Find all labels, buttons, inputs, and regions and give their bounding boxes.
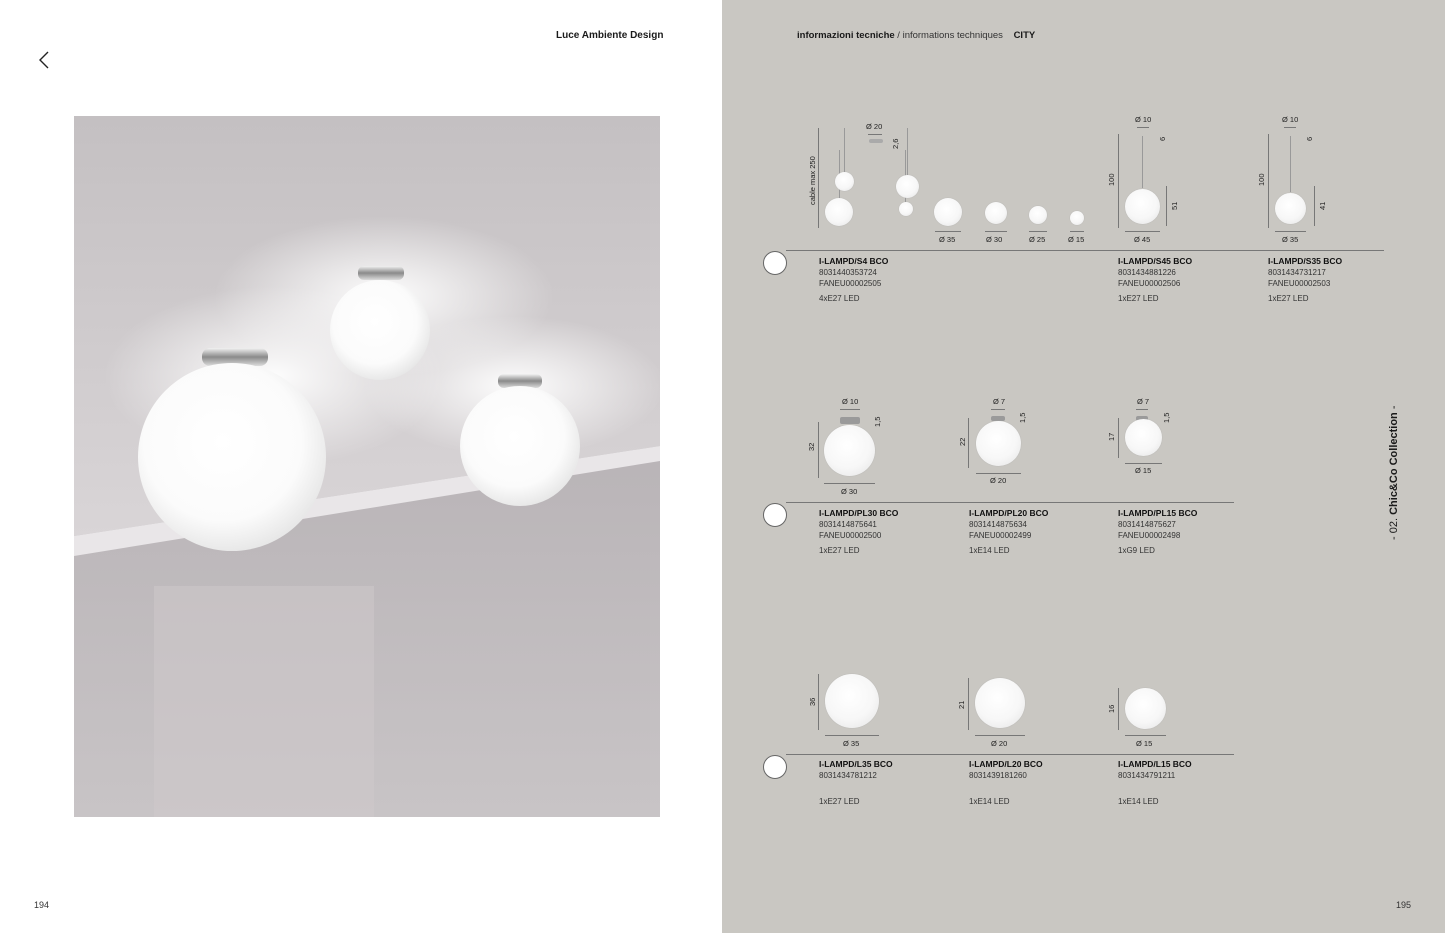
dimension-line	[1118, 418, 1119, 458]
product-code: I-LAMPD/S35 BCO	[1268, 256, 1343, 266]
dim-label: Ø 30	[986, 235, 1003, 244]
dimension-line	[818, 422, 819, 478]
globe	[1125, 419, 1162, 456]
product-ean: 8031434791211	[1118, 771, 1176, 780]
globe	[985, 202, 1007, 224]
product-lamp: 1xE14 LED	[969, 797, 1010, 806]
product-fan-code: FANEU00002505	[819, 279, 882, 288]
globe	[825, 198, 853, 226]
section-divider	[786, 502, 1234, 503]
header-separator: /	[897, 30, 900, 41]
dim-label: 22	[958, 437, 967, 446]
globe	[896, 175, 919, 198]
dimension-line	[1029, 231, 1047, 232]
product-photo	[74, 116, 660, 817]
dimension-line	[1125, 231, 1160, 232]
product-lamp: 1xE27 LED	[1268, 294, 1309, 303]
section-divider	[786, 754, 1234, 755]
dimension-line	[1314, 186, 1315, 226]
dimension-line	[1275, 231, 1306, 232]
dimension-line	[975, 735, 1025, 736]
product-ean: 8031439181260	[969, 771, 1027, 780]
dimension-line	[1118, 688, 1119, 730]
dimension-line	[840, 409, 860, 410]
chevron-left-icon[interactable]	[36, 50, 54, 70]
product-ean: 8031414875634	[969, 520, 1027, 529]
product-fan-code: FANEU00002503	[1268, 279, 1331, 288]
dim-label: 6	[1158, 136, 1167, 141]
dimension-line	[1125, 735, 1166, 736]
product-lamp: 1xE14 LED	[969, 546, 1010, 555]
dim-label: Ø 10	[1282, 115, 1299, 124]
globe	[1029, 206, 1047, 224]
product-code: I-LAMPD/S45 BCO	[1118, 256, 1193, 266]
cable	[907, 128, 908, 176]
dim-label: Ø 20	[991, 739, 1008, 748]
dim-label: 6	[1305, 136, 1314, 141]
collection-name: CITY	[1013, 30, 1036, 41]
dimension-line	[824, 483, 875, 484]
header-title-it: informazioni tecniche	[797, 30, 895, 41]
dim-label: Ø 30	[841, 487, 858, 496]
product-ean: 8031434731217	[1268, 268, 1326, 277]
product-code: I-LAMPD/S4 BCO	[819, 256, 889, 266]
globe	[1125, 688, 1166, 729]
dim-label: 1,5	[1162, 412, 1171, 423]
dimension-line	[868, 134, 882, 135]
side-number: 02.	[1388, 517, 1400, 534]
cable	[844, 128, 845, 174]
side-dash: -	[1388, 405, 1400, 410]
white-color-swatch[interactable]	[763, 503, 787, 527]
dimension-line	[1118, 134, 1119, 228]
dim-label: 100	[1257, 173, 1266, 186]
side-collection-name: Chic&Co Collection	[1388, 412, 1400, 515]
section-divider	[786, 250, 1384, 251]
product-ean: 8031414875627	[1118, 520, 1176, 529]
dim-label: 36	[808, 697, 817, 706]
globe	[835, 172, 854, 191]
dim-label: 17	[1107, 432, 1116, 441]
product-lamp: 1xE27 LED	[819, 797, 860, 806]
dimension-line	[825, 735, 879, 736]
dim-label: Ø 20	[866, 122, 883, 131]
dim-label: 100	[1107, 173, 1116, 186]
ceiling-rose	[869, 139, 883, 143]
dimension-line	[1166, 186, 1167, 226]
product-ean: 8031434781212	[819, 771, 877, 780]
dimension-line	[968, 678, 969, 730]
dim-label: Ø 15	[1135, 466, 1152, 475]
dim-label: 1,5	[873, 416, 882, 427]
ceiling-plate	[840, 417, 860, 424]
dimension-line	[935, 231, 961, 232]
left-page	[0, 0, 722, 933]
globe	[1125, 189, 1160, 224]
dim-label: Ø 35	[843, 739, 860, 748]
cable	[1142, 136, 1143, 188]
globe	[899, 202, 913, 216]
product-code: I-LAMPD/PL15 BCO	[1118, 508, 1198, 518]
product-code: I-LAMPD/L20 BCO	[969, 759, 1043, 769]
globe	[825, 674, 879, 728]
dimension-line	[991, 409, 1005, 410]
product-fan-code: FANEU00002506	[1118, 279, 1181, 288]
dim-label: Ø 15	[1068, 235, 1085, 244]
dim-label: 51	[1170, 201, 1179, 210]
dim-label: Ø 10	[1135, 115, 1152, 124]
header-title-fr: informations techniques	[902, 30, 1003, 41]
globe	[934, 198, 962, 226]
product-code: I-LAMPD/PL20 BCO	[969, 508, 1049, 518]
dimension-line	[1268, 134, 1269, 228]
product-ean: 8031414875641	[819, 520, 877, 529]
globe	[1275, 193, 1306, 224]
dim-label: 2,6	[891, 138, 900, 149]
product-lamp: 1xG9 LED	[1118, 546, 1155, 555]
dim-label: 21	[957, 700, 966, 709]
page-number-left: 194	[34, 900, 50, 910]
dimension-line	[1070, 231, 1084, 232]
dim-label: Ø 15	[1136, 739, 1153, 748]
brand-name: Luce Ambiente Design	[556, 30, 664, 41]
product-lamp: 1xE27 LED	[1118, 294, 1159, 303]
dimension-line	[968, 418, 969, 468]
dimension-line	[1284, 127, 1296, 128]
white-color-swatch[interactable]	[763, 755, 787, 779]
product-lamp: 1xE27 LED	[819, 546, 860, 555]
dimension-line	[985, 231, 1007, 232]
side-dash: -	[1388, 536, 1400, 540]
dim-label: Ø 35	[1282, 235, 1299, 244]
globe	[976, 421, 1021, 466]
globe	[824, 425, 875, 476]
globe	[1070, 211, 1084, 225]
dim-label: Ø 20	[990, 476, 1007, 485]
dimension-line	[818, 674, 819, 730]
product-code: I-LAMPD/L15 BCO	[1118, 759, 1192, 769]
product-code: I-LAMPD/L35 BCO	[819, 759, 893, 769]
product-ean: 8031440353724	[819, 268, 877, 277]
product-lamp: 1xE14 LED	[1118, 797, 1159, 806]
product-fan-code: FANEU00002499	[969, 531, 1032, 540]
dimension-line	[976, 473, 1021, 474]
dimension-line	[1136, 409, 1148, 410]
white-color-swatch[interactable]	[763, 251, 787, 275]
dim-label: 32	[807, 442, 816, 451]
page-header	[797, 30, 1035, 41]
globe	[975, 678, 1025, 728]
dim-label: Ø 7	[993, 397, 1006, 406]
dim-label: 41	[1318, 201, 1327, 210]
product-fan-code: FANEU00002500	[819, 531, 882, 540]
dim-label: Ø 7	[1137, 397, 1150, 406]
dimension-line	[818, 128, 819, 228]
product-ean: 8031434881226	[1118, 268, 1176, 277]
dim-label: Ø 45	[1134, 235, 1151, 244]
product-fan-code: FANEU00002498	[1118, 531, 1181, 540]
dim-label: Ø 35	[939, 235, 956, 244]
dim-label: Ø 10	[842, 397, 859, 406]
dim-label: 16	[1107, 704, 1116, 713]
product-code: I-LAMPD/PL30 BCO	[819, 508, 899, 518]
dimension-line	[1125, 463, 1162, 464]
dim-label: Ø 25	[1029, 235, 1046, 244]
product-lamp: 4xE27 LED	[819, 294, 860, 303]
page-number-right: 195	[1396, 900, 1412, 910]
dimension-line	[1137, 127, 1149, 128]
dim-label: 1,5	[1018, 412, 1027, 423]
cable	[1290, 136, 1291, 192]
collection-side-label	[1388, 380, 1400, 540]
dim-label: cable max 250	[808, 156, 817, 205]
